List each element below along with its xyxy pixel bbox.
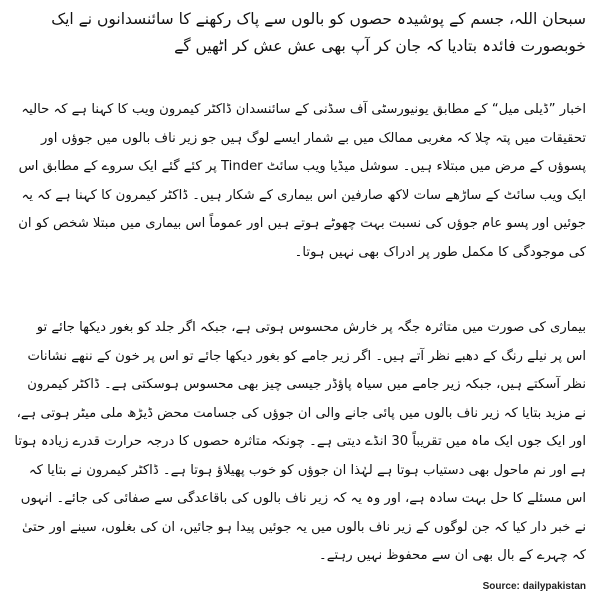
news-article bbox=[14, 0, 586, 570]
article-paragraph-1: اخبار ”ڈیلی میل“ کے مطابق یونیورسٹی آف سڈنی کے سائنسدان ڈاکٹر کیمرون ویب کا کہنا ہے کہ حالیہ تحقیقات میں پتہ چلا کہ مغربی ممالک میں بے شمار ایسے لوگ ہیں جو زیر ناف بالوں میں جوﺅں اور پسوﺅں کے مرض میں مبتلاء ہیں۔ سوشل میڈیا ویب سائٹ Tinder پر کئے گئے ایک سروے کے مطابق اس ایک ویب سائٹ کے ساڑھے سات لاکھ صارفین اس بیماری کے شکار ہیں۔ ڈاکٹر کیمرون کا کہنا ہے کہ یہ جوئیں اور پسو عام جوﺅں کی نسبت بہت چھوٹے ہوتے ہیں اور عموماً اس بیماری میں مبتلا شخص کو ان کی موجودگی کا مکمل طور پر ادراک بھی نہیں ہوتا۔ bbox=[18, 102, 586, 260]
article-headline: سبحان اللہ، جسم کے پوشیدہ حصوں کو بالوں سے پاک رکھنے کا سائنسدانوں نے ایک خوبصورت فائدہ بتادیا کہ جان کر آپ بھی عش عش کر اٹھیں گے bbox=[51, 10, 586, 55]
article-paragraph-2: بیماری کی صورت میں متاثرہ جگہ پر خارش محسوس ہوتی ہے، جبکہ اگر جلد کو بغور دیکھا جائے تو اس پر نیلے رنگ کے دھبے نظر آتے ہیں۔ اگر زیر جامے کو بغور دیکھا جائے تو اس پر خون کے ننھے نشانات نظر آسکتے ہیں، جبکہ زیر جامے میں سیاہ پاﺅڈر جیسی چیز بھی محسوس ہوسکتی ہے۔ ڈاکٹر کیمرون نے مزید بتایا کہ زیر ناف بالوں میں پائی جانے والی ان جوﺅں کی جسامت محض ڈیڑھ ملی میٹر ہوتی ہے، اور ایک جوں ایک ماہ میں تقریباً 30 انڈے دیتی ہے۔ چونکہ متاثرہ حصوں کا درجہ حرارت قدرے زیادہ ہوتا ہے اور نم ماحول بھی دستیاب ہوتا ہے لہٰذا ان جوﺅں کو خوب پھیلاﺅ ہوتا ہے۔ ڈاکٹر کیمرون نے بتایا کہ اس مسئلے کا حل بہت سادہ ہے، اور وہ یہ کہ زیر ناف بالوں کی باقاعدگی سے صفائی کی جائے۔ انہوں نے خبر دار کیا کہ جن لوگوں کے زیر ناف بالوں میں یہ جوئیں پیدا ہو جائیں، ان کی بغلوں، سینے اور حتیٰ کہ چہرے کے بال بھی ان سے محفوظ نہیں رہتے۔ bbox=[14, 320, 586, 563]
source-credit: Source: dailypakistan bbox=[482, 581, 586, 592]
